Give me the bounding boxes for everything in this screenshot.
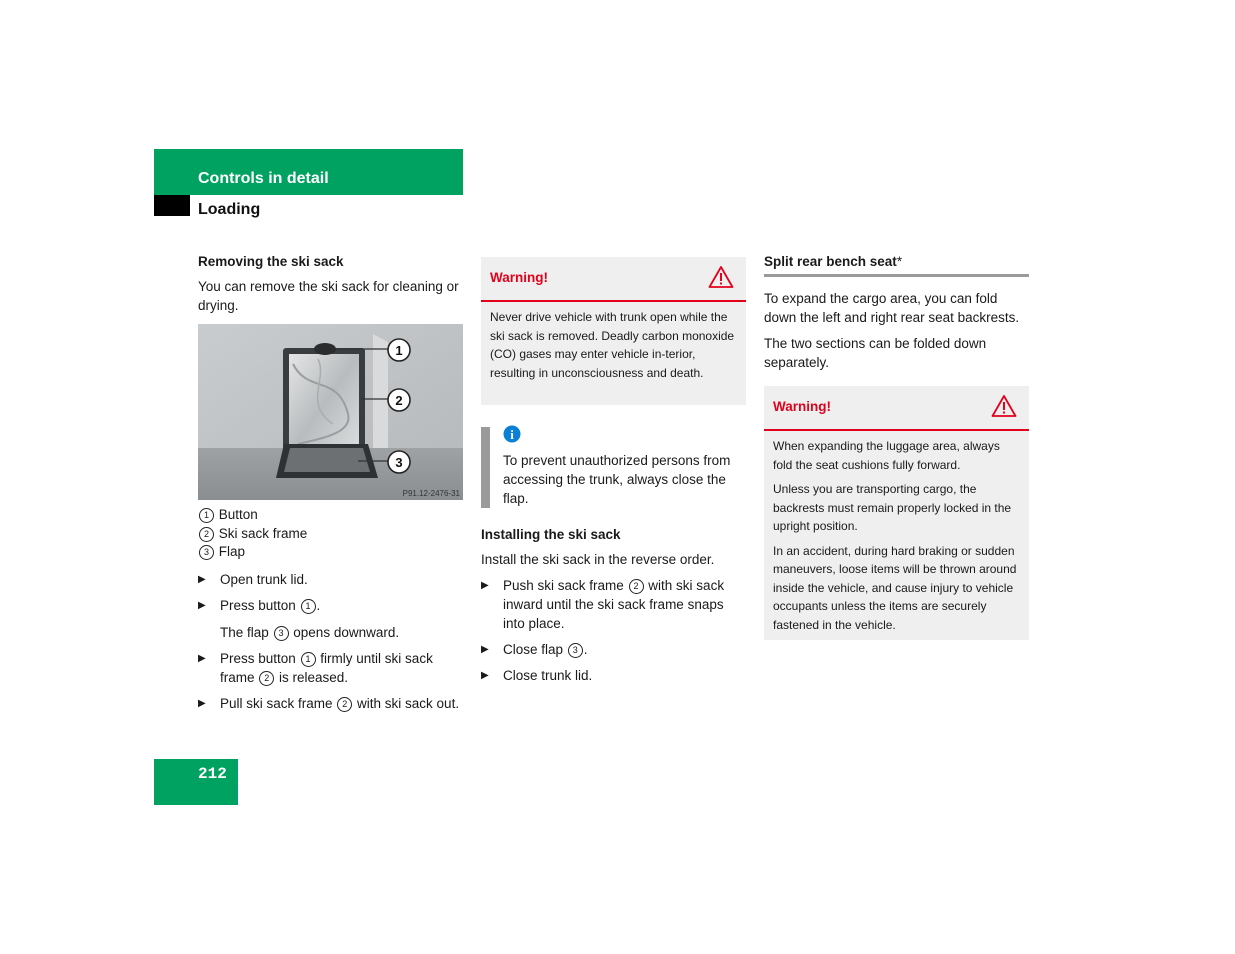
result-text: opens downward. — [289, 624, 400, 640]
ski-sack-illustration — [198, 324, 463, 500]
step-press-firmly — [198, 649, 463, 687]
step-text: firmly until ski sack frame — [220, 650, 433, 685]
arrow-bullet-icon: ▶ — [198, 697, 206, 709]
warning-triangle-icon — [991, 394, 1017, 418]
arrow-bullet-icon: ▶ — [481, 670, 489, 681]
step-text: Pull ski sack frame — [220, 695, 337, 711]
ref-number: 2 — [337, 697, 352, 712]
page-number-tab — [154, 759, 238, 805]
split-seat-para-2: The two sections can be folded down separately. — [764, 336, 987, 370]
step-text: Open trunk lid. — [220, 571, 308, 587]
step-text: Close flap — [503, 642, 567, 657]
legend-label: Ski sack frame — [218, 525, 308, 541]
info-sidebar — [481, 427, 490, 508]
step-text: . — [583, 642, 588, 657]
step-result — [198, 623, 463, 642]
callout-3-label: 3 — [395, 455, 403, 470]
legend-item — [198, 543, 463, 562]
figure-code: P91.12-2476-31 — [402, 489, 460, 498]
ref-number: 1 — [301, 599, 316, 614]
step-text: with ski sack out. — [353, 695, 460, 711]
figure-legend — [198, 506, 463, 562]
warning-para-2: Unless you are transporting cargo, the backrests must remain properly locked in the upright position. — [773, 482, 1012, 533]
warning-para-1: When expanding the luggage area, always fold the seat cushions fully forward. — [773, 439, 1000, 472]
warning-para-3: In an accident, during hard braking or sudden maneuvers, loose items will be thrown around inside the vehicle, and cause injury to vehicle occupants unless the items are securely fastened in the vehicle. — [773, 543, 1017, 632]
step-text: Close trunk lid. — [503, 668, 593, 683]
info-note — [503, 425, 746, 508]
removing-intro: You can remove the ski sack for cleaning or drying. — [198, 279, 459, 313]
subsection-title: Loading — [198, 201, 261, 218]
arrow-bullet-icon: ▶ — [198, 599, 206, 611]
ref-number: 2 — [259, 671, 274, 686]
result-text: The flap — [220, 624, 273, 640]
callout-3 — [388, 451, 410, 473]
legend-item — [198, 506, 463, 525]
ref-number: 1 — [301, 652, 316, 667]
warning-label: Warning! — [773, 399, 831, 414]
section-title: Controls in detail — [198, 170, 329, 187]
section-header-bar — [154, 149, 463, 195]
warning-box-trunk — [481, 257, 746, 405]
step-close-flap — [481, 640, 746, 659]
legend-number: 1 — [199, 508, 214, 523]
legend-label: Flap — [218, 544, 246, 559]
step-text: is released. — [275, 669, 349, 685]
removing-heading: Removing the ski sack — [198, 254, 344, 269]
step-text: . — [316, 597, 321, 613]
warning-box-cargo — [764, 386, 1029, 640]
legend-number: 3 — [199, 545, 214, 560]
arrow-bullet-icon: ▶ — [198, 652, 206, 664]
column-3 — [764, 254, 1029, 372]
step-text: Press button — [220, 597, 300, 613]
callout-2 — [388, 389, 410, 411]
page-number: 212 — [198, 765, 227, 783]
callout-1 — [388, 339, 410, 361]
arrow-bullet-icon: ▶ — [481, 580, 489, 591]
info-icon-glyph: i — [510, 427, 514, 442]
info-text: To prevent unauthorized persons from accessing the trunk, always close the flap. — [503, 453, 731, 506]
legend-item — [198, 525, 463, 544]
arrow-bullet-icon: ▶ — [198, 573, 206, 585]
heading-text: Split rear bench seat — [764, 254, 897, 269]
heading-mark: * — [896, 254, 903, 269]
warning-header — [481, 257, 746, 302]
warning-triangle-icon — [708, 265, 734, 289]
warning-text — [764, 431, 1029, 648]
split-seat-heading — [764, 254, 1029, 277]
column-2-lower — [481, 527, 746, 685]
step-text: with ski sack inward until the ski sack frame snaps into place. — [503, 578, 725, 631]
step-push-frame — [481, 576, 746, 633]
ref-number: 3 — [274, 626, 289, 641]
step-press-button — [198, 596, 463, 615]
callout-2-label: 2 — [395, 393, 403, 408]
ref-number: 3 — [568, 643, 583, 658]
column-1-lower — [198, 506, 463, 713]
warning-text: Never drive vehicle with trunk open while the ski sack is removed. Deadly carbon monoxide (CO) gases may enter vehicle in-terior, resulting in unconsciousness and death. — [490, 310, 735, 380]
info-icon — [503, 425, 521, 443]
warning-label: Warning! — [490, 270, 548, 285]
ski-sack-figure — [198, 324, 463, 500]
legend-number: 2 — [199, 527, 214, 542]
step-text: Push ski sack frame — [503, 578, 628, 593]
subsection-marker — [154, 195, 190, 216]
warning-header — [764, 386, 1029, 431]
ref-number: 2 — [629, 579, 644, 594]
installing-intro: Install the ski sack in the reverse order. — [481, 552, 715, 567]
legend-label: Button — [218, 507, 258, 522]
step-close-trunk — [481, 666, 746, 685]
installing-heading: Installing the ski sack — [481, 527, 621, 542]
split-seat-para-1: To expand the cargo area, you can fold down the left and right rear seat backrests. — [764, 291, 1020, 325]
step-text: Press button — [220, 650, 300, 666]
arrow-bullet-icon: ▶ — [481, 644, 489, 655]
step-open-trunk — [198, 570, 463, 589]
callout-1-label: 1 — [395, 343, 403, 358]
column-1 — [198, 254, 463, 315]
step-pull-frame — [198, 694, 463, 713]
